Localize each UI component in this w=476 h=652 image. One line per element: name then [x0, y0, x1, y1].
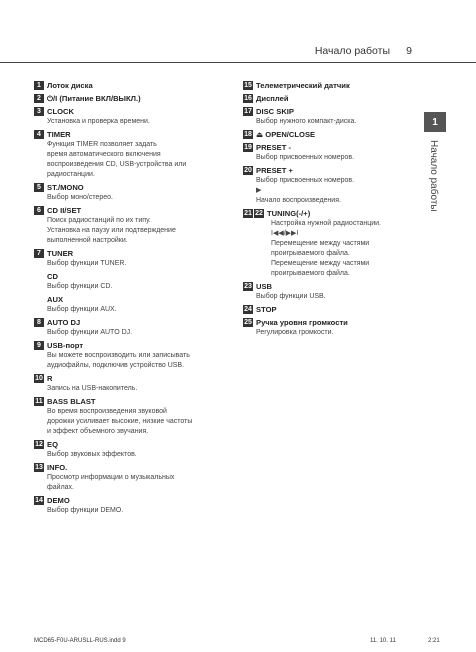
- item-description-line: Установка на паузу или подтверждение: [47, 227, 176, 234]
- left-column: [34, 80, 224, 518]
- legend-item-header: [243, 208, 413, 219]
- item-description-line: Выбор присвоенных номеров.: [256, 177, 355, 184]
- item-number-badge: 5: [34, 183, 44, 192]
- item-number-badge: 3: [34, 107, 44, 116]
- legend-item: [243, 165, 413, 206]
- item-title: DISC SKIP: [256, 107, 294, 116]
- legend-item: [34, 93, 224, 104]
- item-title: ⏏ OPEN/CLOSE: [256, 130, 316, 139]
- footer-date: 11. 10. 11: [370, 638, 396, 644]
- item-description-line: проигрываемого файла.: [271, 250, 350, 257]
- item-title: USB-порт: [47, 341, 84, 350]
- item-title: CLOCK: [47, 107, 74, 116]
- item-description-line: Выбор функции USB.: [256, 293, 326, 300]
- item-description-line: Выбор звуковых эффектов.: [47, 451, 137, 458]
- item-title: Ручка уровня громкости: [256, 318, 348, 327]
- item-number-group: [243, 317, 253, 327]
- item-description-line: Установка и проверка времени.: [47, 118, 150, 125]
- item-title: PRESET -: [256, 143, 292, 152]
- item-number-group: [34, 462, 44, 472]
- item-number-group: [243, 80, 253, 90]
- item-title: Дисплей: [256, 94, 289, 103]
- legend-item: [34, 439, 224, 460]
- legend-item: [243, 93, 413, 104]
- page-number: 9: [406, 45, 412, 57]
- item-title: USB: [256, 282, 273, 291]
- item-description-line: ▶: [256, 187, 262, 194]
- item-number-group: [34, 495, 44, 505]
- item-number-group: [34, 205, 44, 215]
- legend-item: [243, 208, 413, 279]
- item-number-group: [34, 106, 44, 116]
- item-title: Лоток диска: [47, 81, 93, 90]
- item-number-badge: 17: [244, 108, 252, 115]
- legend-item: [34, 106, 224, 127]
- item-number-group: [34, 373, 44, 383]
- legend-item-header: [34, 373, 224, 384]
- legend-item: [34, 462, 224, 493]
- chapter-number: 1: [424, 112, 446, 132]
- item-title: STOP: [256, 305, 277, 314]
- item-description-line: воспроизведения CD, USB-устройства или: [47, 161, 187, 168]
- item-description-line: Выбор функции AUX.: [47, 306, 117, 313]
- legend-item-header: [243, 304, 413, 315]
- item-number-badge: 16: [244, 95, 252, 102]
- item-description-line: аудиофайлы, подключив устройство USB.: [47, 362, 185, 369]
- item-number-group: [34, 129, 44, 139]
- item-number-badge: 20: [244, 167, 252, 174]
- legend-item-header: [34, 462, 224, 473]
- legend-item-header: [34, 129, 224, 140]
- item-number-badge: 4: [34, 130, 44, 139]
- legend-item: [34, 248, 224, 269]
- legend-item-header: [34, 271, 224, 282]
- item-subtitle: CD: [47, 272, 58, 281]
- legend-item: [243, 142, 413, 163]
- item-number-group: [34, 93, 44, 103]
- item-description-line: Перемещение между частями: [271, 240, 370, 247]
- legend-item: [34, 205, 224, 246]
- item-number-group: [34, 248, 44, 258]
- legend-item: [243, 317, 413, 338]
- legend-item-header: [34, 182, 224, 193]
- item-number-badge: 12: [35, 441, 43, 448]
- item-number-badge: 19: [244, 144, 252, 151]
- item-number-badge: 10: [35, 375, 43, 382]
- item-description-line: Поиск радиостанций по их типу.: [47, 217, 151, 224]
- item-description-line: Настройка нужной радиостанции.: [271, 220, 381, 227]
- item-number-badge: 1: [34, 81, 44, 90]
- item-description-line: Выбор нужного компакт-диска.: [256, 118, 357, 125]
- legend-item-header: [243, 142, 413, 153]
- item-description-line: Выбор функции CD.: [47, 283, 113, 290]
- item-number-group: [243, 93, 253, 103]
- item-description-line: выполненной настройки.: [47, 237, 128, 244]
- item-number-badge: 11: [35, 398, 43, 405]
- legend-item-header: [34, 80, 224, 91]
- legend-item: [34, 317, 224, 338]
- item-title: DEMO: [47, 496, 70, 505]
- legend-item: [34, 373, 224, 394]
- page-footer: [0, 638, 476, 650]
- footer-time: 2:21: [428, 638, 440, 644]
- item-number-group: [34, 439, 44, 449]
- legend-item: [243, 304, 413, 315]
- item-description-line: Функция TIMER позволяет задать: [47, 141, 157, 148]
- item-description-line: Выбор моно/стерео.: [47, 194, 113, 201]
- item-number-badge: 21: [244, 210, 252, 217]
- item-description-line: Начало воспроизведения.: [256, 197, 341, 204]
- item-description-line: время автоматического включения: [47, 151, 161, 158]
- item-number-group: [34, 182, 44, 192]
- item-title: CD II/SET: [47, 206, 82, 215]
- legend-item: [243, 80, 413, 91]
- item-title: Телеметрический датчик: [256, 81, 350, 90]
- legend-item-header: [34, 495, 224, 506]
- item-number-badge: 18: [244, 131, 252, 138]
- legend-item: [243, 106, 413, 127]
- legend-item: [34, 294, 224, 315]
- item-description-line: Выбор функции DEMO.: [47, 507, 124, 514]
- item-number-badge: 24: [244, 306, 252, 313]
- legend-item-header: [243, 281, 413, 292]
- item-number-badge: 25: [244, 319, 252, 326]
- item-title: TIMER: [47, 130, 71, 139]
- legend-item-header: [243, 80, 413, 91]
- item-description-line: Перемещение между частями: [271, 260, 370, 267]
- section-title: Начало работы: [314, 45, 390, 57]
- item-number-badge: 23: [244, 283, 252, 290]
- item-number-badge: 2: [34, 94, 44, 103]
- item-description-line: Вы можете воспроизводить или записывать: [47, 352, 190, 359]
- item-number-badge: 6: [34, 206, 44, 215]
- item-number-badge: 14: [35, 497, 43, 504]
- legend-item-header: [34, 93, 224, 104]
- item-number-group: [243, 106, 253, 116]
- chapter-label: Начало работы: [428, 140, 439, 212]
- item-number-group: [243, 304, 253, 314]
- item-description-line: Выбор функции AUTO DJ.: [47, 329, 133, 336]
- legend-item-header: [34, 396, 224, 407]
- item-title: ST./MONO: [47, 183, 84, 192]
- item-title: R: [47, 374, 53, 383]
- header-rule: [0, 62, 476, 63]
- item-number-group: [34, 396, 44, 406]
- legend-item-header: [34, 248, 224, 259]
- page-header: [0, 40, 476, 64]
- item-number-badge: 22: [255, 210, 263, 217]
- item-title: BASS BLAST: [47, 397, 96, 406]
- item-number-badge: 13: [35, 464, 43, 471]
- item-title: AUTO DJ: [47, 318, 81, 327]
- legend-item: [34, 80, 224, 91]
- legend-item: [34, 495, 224, 516]
- item-number-group: [243, 142, 253, 152]
- item-title: INFO.: [47, 463, 68, 472]
- item-title: TUNING(-/+): [267, 209, 311, 218]
- legend-item-header: [34, 340, 224, 351]
- legend-item: [34, 129, 224, 180]
- item-subtitle: AUX: [47, 295, 64, 304]
- item-number-badge: 7: [34, 249, 44, 258]
- legend-item: [34, 396, 224, 437]
- item-description-line: I◀◀/▶▶I: [271, 230, 299, 237]
- item-description-line: радиостанции.: [47, 171, 95, 178]
- legend-item-header: [34, 317, 224, 328]
- item-title: TUNER: [47, 249, 74, 258]
- right-column: [243, 80, 413, 340]
- legend-item-header: [243, 93, 413, 104]
- legend-item-header: [243, 106, 413, 117]
- legend-item: [34, 271, 224, 292]
- item-description-line: Просмотр информации о музыкальных: [47, 474, 175, 481]
- item-description-line: дорожки усиливает высокие, низкие частоты: [47, 418, 193, 425]
- item-description-line: Регулировка громкости.: [256, 329, 334, 336]
- item-number-group: [243, 129, 253, 139]
- item-number-badge: 8: [34, 318, 44, 327]
- item-number-group: [243, 281, 253, 291]
- item-description-line: Во время воспроизведения звуковой: [47, 408, 167, 415]
- legend-item: [34, 340, 224, 371]
- item-number-group: [34, 317, 44, 327]
- item-number-group: [243, 208, 264, 218]
- item-title: ⏻/I (Питание ВКЛ/ВЫКЛ.): [47, 94, 141, 103]
- legend-item: [34, 182, 224, 203]
- item-number-badge: 9: [34, 341, 44, 350]
- legend-item-header: [34, 106, 224, 117]
- item-title: PRESET +: [256, 166, 293, 175]
- item-number-group: [243, 165, 253, 175]
- item-number-group: [34, 340, 44, 350]
- item-description-line: и эффект объемного звучания.: [47, 428, 149, 435]
- item-title: EQ: [47, 440, 58, 449]
- footer-filename: MCD65-F0U-ARUSLL-RUS.indd 9: [34, 638, 126, 644]
- legend-item-header: [34, 205, 224, 216]
- item-description-line: проигрываемого файла.: [271, 270, 350, 277]
- legend-item-header: [34, 439, 224, 450]
- legend-item-header: [243, 129, 413, 140]
- legend-item: [243, 129, 413, 140]
- legend-item-header: [34, 294, 224, 305]
- item-description-line: Запись на USB-накопитель.: [47, 385, 138, 392]
- legend-item: [243, 281, 413, 302]
- legend-item-header: [243, 317, 413, 328]
- item-description-line: Выбор функции TUNER.: [47, 260, 127, 267]
- item-number-group: [34, 80, 44, 90]
- item-description-line: файлах.: [47, 484, 74, 491]
- chapter-tab: [424, 112, 446, 262]
- item-description-line: Выбор присвоенных номеров.: [256, 154, 355, 161]
- legend-item-header: [243, 165, 413, 176]
- item-number-badge: 15: [244, 82, 252, 89]
